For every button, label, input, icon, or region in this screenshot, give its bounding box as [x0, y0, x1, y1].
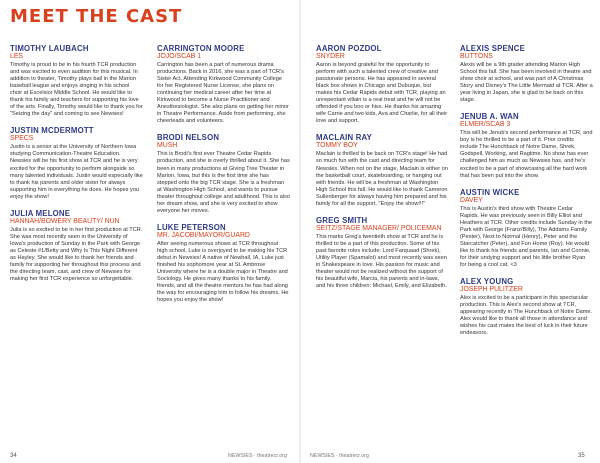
- cast-role: SPECS: [10, 135, 34, 143]
- cast-bio-text: This marks Greg's twentieth show at TCR and he is thrilled to be a part of this production. Some of his past favorite roles include: Lord Farquaad (Shrek), Utility Player (Spamalot) and most recently was seen in Shakespeare in love. His passion for music and theater would not be realized without the support of his beautiful wife, Marcia, his parents and in-laws, and his three children: Michael, Emily, and Elizabeth.: [316, 233, 447, 290]
- cast-bio-text: Alexis will be a 9th grader attending Marion High School this fall. She has been involved in theatre and show choir at school, and was part of A Christmas Story and Disney's The Little Mermaid at TCR. After a year living in Japan, she is glad to be back on this stage.: [460, 62, 593, 104]
- cast-bio: [157, 133, 290, 214]
- cast-bio-text: Maclain is thrilled to be back on TCR's stage! He had so much fun with the cast and directing team for Newsies. When not on the stage, Maclain is either on the basketball court, skateboarding, or hanging out with friends. He will be a freshman at Washington High School this fall. He would like to thank Cameron Sullenberger for always having him prepared and his family for all the support. "Enjoy the show!!!": [316, 151, 448, 207]
- page-number-left: 34: [10, 453, 17, 459]
- right-page: [300, 0, 600, 463]
- cast-bio: [460, 188, 593, 269]
- cast-bio: [460, 277, 593, 337]
- cast-bio-text: Justin is a senior at the University of Northern Iowa studying Communication-Theatre Education. Newsies will be his first show at TCR and he is very excited for the opportunity to perform alongside so many talented individuals. Justin would especially like to thank his parents and older sister for always supporting him in everything he does. He hopes you enjoy the show!: [10, 144, 143, 200]
- cast-role: MUSH: [157, 142, 178, 150]
- cast-role: SNYDER: [316, 53, 345, 60]
- cast-bio-text: This will be Jenub's second performance at TCR, and boy is he thrilled to be a part of it. Prior credits include The Hunchback of Notre Dame, Shrek, Godspell, Working, and Ragtime. No show has ever challenged him as much as Newsies has, and he's excited to be a part of showcasing all the hard work that has been put into the show.: [460, 130, 593, 179]
- cast-name: BRODI NELSON: [157, 133, 220, 143]
- cast-name: TIMOTHY LAUBACH: [10, 44, 89, 53]
- footer-left: NEWSIES · theatrecr.org: [228, 453, 287, 459]
- footer-right: NEWSIES · theatrecr.org: [310, 453, 369, 459]
- cast-name: LUKE PETERSON: [157, 222, 226, 232]
- cast-bio: [157, 223, 290, 304]
- cast-bio-text: Alex is excited to be a participant in this spectacular production. This is Alex's second show at TCR, appearing recently in The Hunchback of Notre Dame. Alex would like to thank all those in attendance and wishes his cast mates the best of luck in their future endeavors.: [460, 295, 593, 337]
- cast-bio: [316, 44, 449, 125]
- cast-bio: [460, 44, 593, 104]
- cast-name: JENUB A. WAN: [460, 112, 519, 122]
- cast-role: BUTTONS: [460, 53, 493, 60]
- cast-bio-text: This is Brodi's first ever Theatre Cedar Rapids production, and she is overly thrilled about it. She has been in many productions at Giving Tree Theater in Marion, Iowa, but this is the first time she has stepped onto the big TCR stage. She is a freshman at Washington High School, and wants to pursue theater throughout college and adulthood. This is also her dream show, and she is very excited to show everyone her moves.: [157, 151, 290, 214]
- column-4: [460, 44, 593, 345]
- column-2: [157, 44, 290, 312]
- cast-name: AUSTIN WICKE: [460, 187, 520, 197]
- cast-name: JUSTIN MCDERMOTT: [10, 126, 94, 136]
- cast-role: DAVEY: [460, 196, 483, 204]
- cast-name: CARRINGTON MOORE: [157, 44, 245, 53]
- cast-bio: [10, 44, 143, 118]
- cast-role: JOSEPH PULITZER: [460, 286, 523, 294]
- cast-bio: [10, 209, 143, 283]
- cast-bio-text: Carrington has been a part of numerous drama productions. Back in 2016, she was a part of TCR's Sister Act. Attending Kirkwood Community College for her Registered Nurse License, she plans on continuing her medical career after her time at Kirkwood to become a Nurse Practitioner and Anesthesiologist. She also plans on getting her minor in Theatre Performance. Aside from performing, she cheerleads and volunteers.: [157, 62, 289, 125]
- cast-role: LES: [10, 53, 24, 60]
- cast-name: MACLAIN RAY: [316, 133, 373, 143]
- cast-bio: [316, 133, 449, 207]
- page-title: MEET THE CAST: [10, 6, 183, 27]
- cast-bio: [157, 44, 290, 125]
- column-3: [316, 44, 449, 298]
- cast-role: HANNAH/BOWERY BEAUTY/ NUN: [10, 217, 120, 225]
- cast-name: GREG SMITH: [316, 215, 368, 225]
- cast-name: JULIA MELONE: [10, 208, 71, 218]
- cast-bio-text: This is Austin's third show with Theatre Cedar Rapids. He was previously seen in Billy Elliot and Heathers at TCR. Other credits include Sunday in the Park with George (Franz/Billy), The Addams Family (Pester), Next to Normal (Henry), Peter and the Starcatcher (Peter), and Fun Home (Roy). He would like to thank his friends and parents, Ian and Connie, for their undying support and his little brother Ryan for being a cool cat. <3: [460, 205, 593, 268]
- cast-role: MR. JACOBI/MAYOR/GUARD: [157, 231, 250, 239]
- cast-role: SEITZ/STAGE MANAGER/ POLICEMAN: [316, 224, 442, 232]
- cast-bio-text: Julia is so excited to be in her first production at TCR. She was most recently seen in the University of Iowa's production of Sunday in the Park with George as Celeste #1/Betty and Why Is This Night Different as Hayley. She would like to thank her friends and family for supporting her throughout this process and the directing team, cast, and crew of Newsies for making her first TCR experience so unforgettable.: [10, 226, 143, 283]
- cast-name: ALEXIS SPENCE: [460, 44, 525, 53]
- cast-bio: [10, 126, 143, 200]
- cast-name: AARON POZDOL: [316, 44, 382, 53]
- cast-role: ELMER/SCAB 3: [460, 121, 511, 129]
- cast-bio-text: After seeing numerous shows at TCR throughout high school, Luke is overjoyed to be making his TCR debut in Newsies! A native of Newhall, IA, Luke just finished his sophomore year at St. Ambrose University where he is a double major in Theatre and Sociology. He gives many thanks to his family, friends, and all the theatre mentors he has had along the way for encouraging him to follow his dreams. He hopes you enjoy the show!: [157, 240, 289, 304]
- cast-name: ALEX YOUNG: [460, 277, 514, 287]
- cast-bio-text: Aaron is beyond grateful for the opportunity to perform with such a talented crew of creative and passionate persons. He has appeared in several black box shows in Chicago and Dubuque, but makes his Cedar Rapids debut with TCR, playing an unrepentant villain is a real treat and he will not be offended if you boo or hiss. He thanks his amazing wife Carrie and two kids, Ava and Charlie, for all their love and support.: [316, 62, 448, 125]
- cast-bio: [316, 216, 449, 290]
- cast-role: JOJO/SCAB 1: [157, 53, 202, 60]
- column-1: [10, 44, 143, 291]
- page-number-right: 35: [578, 453, 585, 459]
- cast-bio: [460, 112, 593, 179]
- cast-role: TOMMY BOY: [316, 142, 358, 150]
- cast-bio-text: Timothy is proud to be in his fourth TCR production and was excited to even audition for this musical. In addition to theater, Timothy plays ball in the Marion baseball league and enjoys singing in his school choir at Excelsior Middle School. He would like to thank his family and teachers for supporting his love of the arts. Finally, Timothy would like to thank you for "Seizing the day" and coming to see Newsies!: [10, 62, 143, 118]
